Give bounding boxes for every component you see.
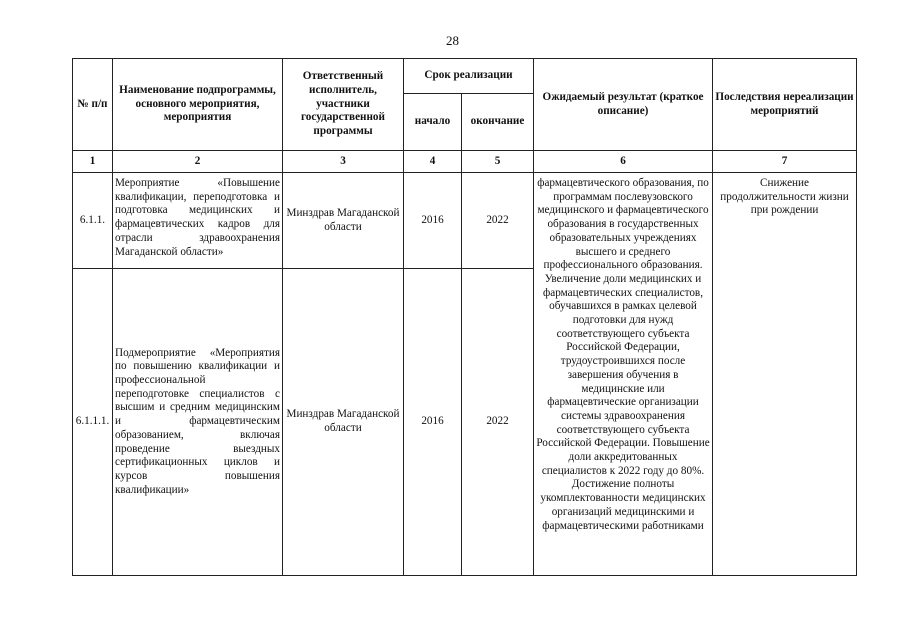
row-num: 6.1.1. — [73, 173, 113, 269]
column-number: 1 — [73, 151, 113, 173]
header-consequences: Последствия нереализации мероприятий — [713, 59, 857, 151]
header-start: начало — [404, 94, 462, 151]
header-period: Срок реализации — [404, 59, 534, 94]
program-table — [72, 58, 857, 576]
column-number: 3 — [283, 151, 404, 173]
row-num: 6.1.1.1. — [73, 269, 113, 576]
row-start: 2016 — [404, 269, 462, 576]
row-name: Подмероприятие «Мероприятия по повышению квалификации и профессиональной переподготовке специалистов с высшим и средним медицинским и фармацевтическим образованием, включая проведение выездных сертификационных циклов и курсов повышения квалификации» — [113, 269, 283, 576]
consequences: Снижение продолжительности жизни при рождении — [713, 173, 857, 576]
page-number: 28 — [446, 33, 459, 48]
header-num: № п/п — [73, 59, 113, 151]
column-number: 5 — [462, 151, 534, 173]
expected-result: фармацевтического образования, по программам послевузовского медицинского и фармацевтического образования в государственных образовательных учреждениях высшего и среднего профессионального образования. Увеличение доли медицинских и фармацевтических специалистов, обучавшихся в рамках целевой подготовки для нужд соответствующего субъекта Российской Федерации, трудоустроившихся после завершения обучения в медицинские или фармацевтические организации системы здравоохранения соответствующего субъекта Российской Федерации. Повышение доли аккредитованных специалистов к 2022 году до 80%. Достижение полноты укомплектованности медицинских организаций медицинскими и фармацевтическими работниками — [534, 173, 713, 576]
row-name: Мероприятие «Повышение квалификации, переподготовка и подготовка медицинских и фармацевтических кадров для отрасли здравоохранения Магаданской области» — [113, 173, 283, 269]
column-number: 2 — [113, 151, 283, 173]
row-start: 2016 — [404, 173, 462, 269]
row-responsible: Минздрав Магаданской области — [283, 269, 404, 576]
column-number: 6 — [534, 151, 713, 173]
column-number: 4 — [404, 151, 462, 173]
row-responsible: Минздрав Магаданской области — [283, 173, 404, 269]
header-responsible: Ответственный исполнитель, участники государственной программы — [283, 59, 404, 151]
header-name: Наименование подпрограммы, основного мероприятия, мероприятия — [113, 59, 283, 151]
table-row — [73, 173, 857, 269]
column-number: 7 — [713, 151, 857, 173]
header-result: Ожидаемый результат (краткое описание) — [534, 59, 713, 151]
header-end: окончание — [462, 94, 534, 151]
column-number-row — [73, 151, 857, 173]
row-end: 2022 — [462, 269, 534, 576]
row-end: 2022 — [462, 173, 534, 269]
